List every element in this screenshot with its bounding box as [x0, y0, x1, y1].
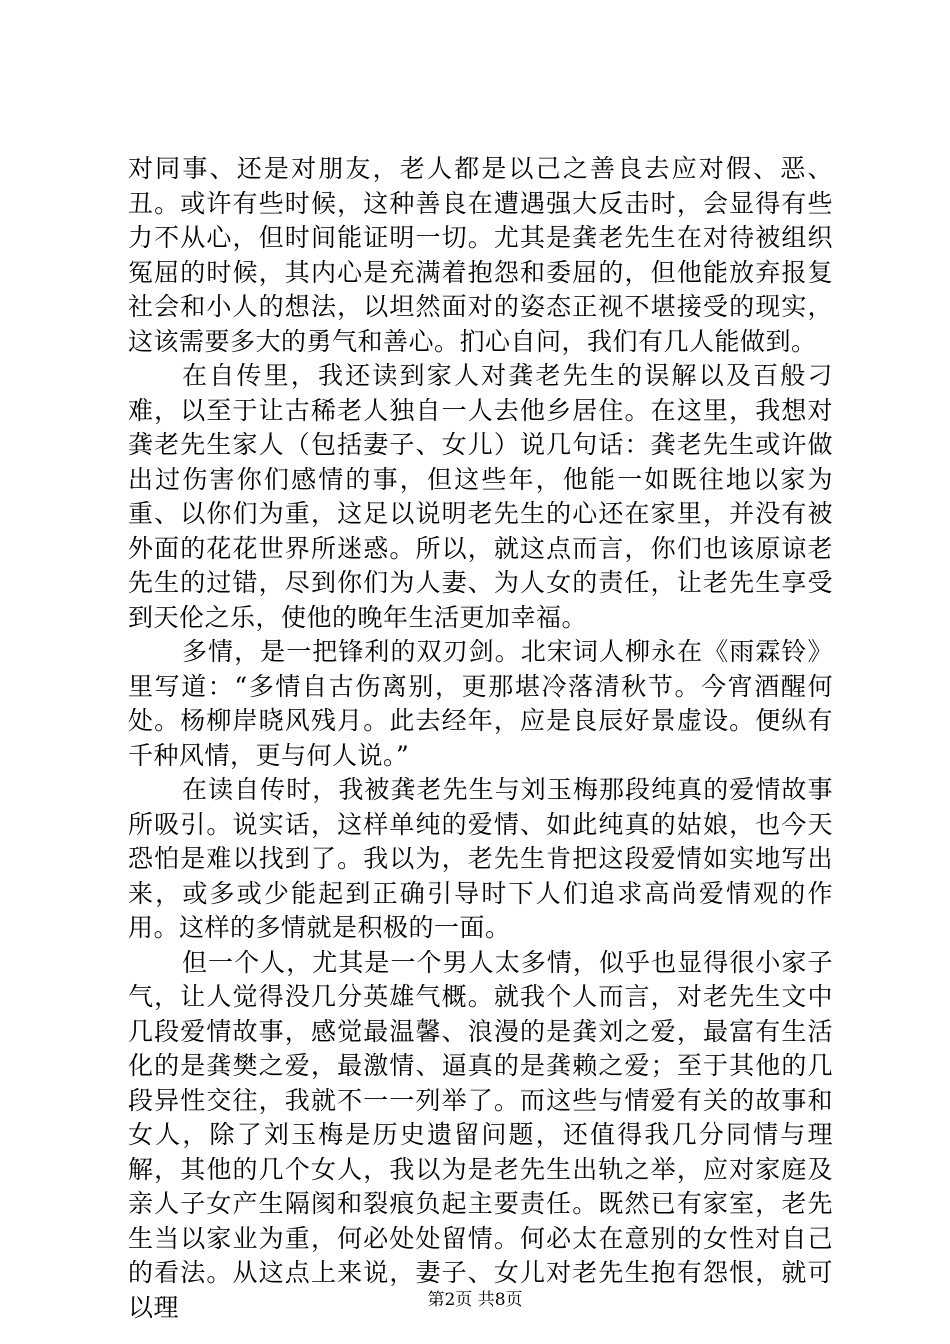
page-number-footer: 第2页 共8页: [427, 1290, 523, 1310]
paragraph: 在自传里，我还读到家人对龚老先生的误解以及百般刁难，以至于让古稀老人独自一人去他乡居住。在这里，我想对龚老先生家人（包括妻子、女儿）说几句话：龚老先生或许做出过伤害你们感情的事，但这些年，他能一如既往地以家为重、以你们为重，这足以说明老先生的心还在家里，并没有被外面的花花世界所迷惑。所以，就这点而言，你们也该原谅老先生的过错，尽到你们为人妻、为人女的责任，让老先生享受到天伦之乐，使他的晚年生活更加幸福。: [128, 361, 833, 632]
paragraph: 多情，是一把锋利的双刃剑。北宋词人柳永在《雨霖铃》里写道：“多情自古伤离别，更那堪冷落清秋节。今宵酒醒何处。杨柳岸晓风残月。此去经年，应是良辰好景虚设。便纵有千种风情，更与何人说。”: [128, 637, 833, 770]
paragraph: 在读自传时，我被龚老先生与刘玉梅那段纯真的爱情故事所吸引。说实话，这样单纯的爱情、如此纯真的姑娘，也今天恐怕是难以找到了。我以为，老先生肯把这段爱情如实地写出来，或多或少能起到正确引导时下人们追求高尚爱情观的作用。这样的多情就是积极的一面。: [128, 775, 833, 942]
document-body: [128, 152, 833, 1325]
paragraph: 对同事、还是对朋友，老人都是以己之善良去应对假、恶、丑。或许有些时候，这种善良在遭遇强大反击时，会显得有些力不从心，但时间能证明一切。尤其是龚老先生在对待被组织冤屈的时候，其内心是充满着抱怨和委屈的，但他能放弃报复社会和小人的想法，以坦然面对的姿态正视不堪接受的现实，这该需要多大的勇气和善心。扪心自问，我们有几人能做到。: [128, 154, 833, 356]
paragraph: 但一个人，尤其是一个男人太多情，似乎也显得很小家子气，让人觉得没几分英雄气概。就我个人而言，对老先生文中几段爱情故事，感觉最温馨、浪漫的是龚刘之爱，最富有生活化的是龚樊之爱，最激情、逼真的是龚赖之爱；至于其他的几段异性交往，我就不一一列举了。而这些与情爱有关的故事和女人，除了刘玉梅是历史遗留问题，还值得我几分同情与理解，其他的几个女人，我以为是老先生出轨之举，应对家庭及亲人子女产生隔阂和裂痕负起主要责任。既然已有家室，老先生当以家业为重，何必处处留情。何必太在意别的女性对自己的看法。从这点上来说，妻子、女儿对老先生抱有怨恨，就可以理: [128, 947, 833, 1322]
